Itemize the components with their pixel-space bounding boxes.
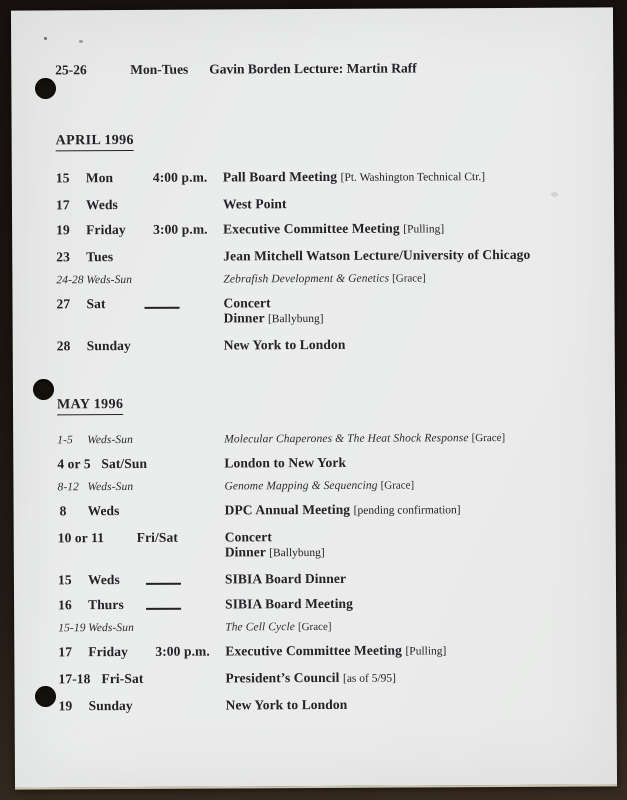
hole-punch-icon [35, 686, 56, 707]
entry-note: [pending confirmation] [353, 504, 461, 517]
entry-date: 8 [59, 503, 67, 519]
entry-description-line [224, 454, 595, 471]
entry-title: SIBIA Board Meeting [225, 595, 354, 612]
entry-description [223, 272, 594, 287]
entry-description-line [225, 595, 596, 612]
entry-day: Mon [85, 170, 114, 186]
entry-day: Weds-Sun [88, 621, 134, 635]
hole-punch-icon [35, 78, 56, 99]
schedule-row [57, 336, 595, 354]
entry-day: Weds [85, 197, 118, 213]
entry-date: 17-18 [58, 671, 91, 687]
entry-description-line [223, 195, 594, 212]
entry-date: 19 [56, 222, 70, 238]
entry-day: Weds-Sun [86, 273, 133, 287]
header-continuation-row [55, 60, 593, 78]
entry-description [225, 501, 596, 520]
section-rows [57, 432, 596, 714]
entry-note: [Grace] [471, 431, 506, 445]
entry-description [224, 336, 595, 353]
entry-time-blank-line [145, 307, 180, 309]
schedule-row [59, 696, 597, 714]
entry-day: Tues [86, 249, 114, 265]
entry-description-line [225, 543, 596, 562]
entry-description-line [225, 620, 596, 635]
entry-day: Friday [86, 221, 126, 238]
entry-date: 28 [56, 338, 71, 354]
schedule-row [58, 528, 596, 563]
entry-note: [Grace] [392, 272, 426, 285]
schedule-row [57, 479, 595, 495]
entry-date: 10 or 11 [57, 530, 105, 546]
entry-title: Pall Board Meeting [222, 168, 338, 185]
entry-day: Weds-Sun [87, 433, 133, 447]
entry-day: Mon-Tues [130, 61, 189, 77]
entry-day: Sat/Sun [101, 455, 148, 472]
entry-date: 15 [57, 572, 72, 588]
entry-date: 17 [58, 644, 73, 660]
entry-day: Fri/Sat [136, 529, 178, 545]
schedule-paper-page [11, 7, 617, 789]
entry-day: Fri-Sat [101, 670, 144, 687]
entry-description [224, 479, 595, 494]
entry-description-line [224, 479, 595, 494]
schedule-row [58, 595, 596, 613]
entry-description [226, 696, 597, 713]
entry-description [223, 294, 594, 328]
page-content [11, 7, 617, 713]
entry-day: Weds-Sun [87, 480, 134, 494]
entry-description [225, 620, 596, 635]
entry-time-blank-line [146, 583, 181, 585]
entry-description-line [223, 272, 594, 287]
entry-title: Jean Mitchell Watson Lecture/University of Chicago [223, 246, 531, 264]
entry-description [224, 454, 595, 471]
entry-time-blank-line [146, 608, 181, 610]
entry-date: 23 [56, 249, 70, 265]
entry-description [225, 595, 596, 612]
entry-title: West Point [222, 196, 287, 212]
entry-title: President’s Council [225, 669, 340, 686]
section-rows [56, 168, 595, 354]
entry-description-line [225, 642, 596, 661]
entry-description-line [223, 247, 594, 264]
entry-day: Weds [87, 503, 120, 519]
entry-title: Dinner [224, 544, 266, 560]
entry-title: Gavin Borden Lecture: Martin Raff [209, 60, 417, 77]
section-title: MAY 1996 [57, 396, 123, 415]
schedule-row [58, 669, 596, 689]
entry-date: 24-28 [56, 274, 84, 287]
entry-title: DPC Annual Meeting [224, 501, 351, 518]
entry-description-line [223, 168, 594, 187]
entry-title: SIBIA Board Dinner [224, 570, 347, 587]
schedule-row [56, 294, 594, 329]
entry-description-line [225, 570, 596, 587]
schedule-row [58, 501, 596, 521]
entry-title: Molecular Chaperones & The Heat Shock Response [224, 432, 469, 446]
paper-speck [79, 40, 83, 43]
entry-title: Genome Mapping & Sequencing [224, 479, 378, 493]
schedule-row [57, 432, 595, 448]
entry-description-line [224, 432, 595, 447]
entry-date: 4 or 5 [57, 456, 91, 472]
entry-date: 19 [58, 698, 73, 714]
entry-note: [Grace] [380, 479, 415, 492]
entry-day: Friday [88, 643, 128, 660]
entry-description-line [226, 696, 597, 713]
schedule-row [56, 168, 594, 188]
entry-title: The Cell Cycle [225, 621, 295, 634]
entry-day: Sat [86, 296, 106, 312]
schedule-section-april [56, 129, 595, 354]
entry-description [223, 195, 594, 212]
entry-date: 1-5 [57, 434, 73, 447]
entry-description [225, 669, 596, 688]
entry-date: 17 [55, 197, 70, 213]
entry-description-line [224, 309, 595, 328]
entry-description [225, 528, 596, 562]
entry-time: 3:00 p.m. [155, 643, 210, 659]
paper-speck [44, 37, 47, 40]
entry-title: New York to London [225, 696, 348, 713]
entry-description [223, 247, 594, 264]
paper-speck [551, 192, 558, 197]
entry-title: London to New York [224, 454, 347, 471]
hole-punch-icon [33, 379, 54, 400]
entry-description [225, 642, 596, 661]
entry-title: Executive Committee Meeting [223, 220, 400, 237]
entry-description [223, 168, 594, 187]
entry-description-line [224, 336, 595, 353]
schedule-row [56, 195, 594, 213]
entry-note: [Pulling] [403, 223, 445, 236]
entry-day: Weds [87, 572, 120, 588]
entry-description [223, 220, 594, 239]
entry-title: Zebrafish Development & Genetics [223, 272, 390, 286]
entry-title: Concert [223, 295, 271, 311]
schedule-section-may [57, 393, 597, 714]
entry-description-line [225, 501, 596, 520]
entry-time: 4:00 p.m. [152, 169, 208, 185]
entry-note: [as of 5/95] [342, 672, 397, 685]
schedule-row [57, 454, 595, 472]
entry-title: New York to London [223, 336, 346, 353]
entry-note: [Grace] [297, 620, 332, 634]
section-title: APRIL 1996 [56, 132, 134, 151]
entry-date: 15 [55, 170, 70, 186]
entry-date: 27 [56, 296, 71, 312]
entry-title: Dinner [223, 310, 265, 326]
entry-day: Thurs [88, 596, 124, 613]
entry-note: [Ballybung] [269, 546, 325, 560]
entry-time: 3:00 p.m. [153, 221, 208, 237]
schedule-row [56, 272, 594, 288]
entry-description-line [223, 220, 594, 239]
schedule-row [56, 220, 594, 240]
entry-description-line [225, 669, 596, 688]
entry-note: [Ballybung] [267, 312, 324, 326]
entry-date: 25-26 [55, 62, 87, 78]
entry-description [225, 570, 596, 587]
entry-date: 8-12 [57, 481, 79, 494]
entry-description [224, 432, 595, 447]
entry-title: Executive Committee Meeting [225, 642, 402, 659]
entry-note: [Pt. Washington Technical Ctr.] [340, 171, 486, 184]
entry-date: 16 [58, 597, 72, 613]
entry-date: 15-19 [58, 622, 86, 635]
schedule-row [58, 570, 596, 588]
entry-day: Sunday [86, 337, 131, 354]
schedule-row [56, 247, 594, 265]
schedule-row [58, 642, 596, 662]
schedule-row [58, 620, 596, 636]
entry-day: Sunday [88, 697, 133, 714]
entry-note: [Pulling] [405, 645, 447, 658]
entry-title: Concert [224, 529, 272, 545]
